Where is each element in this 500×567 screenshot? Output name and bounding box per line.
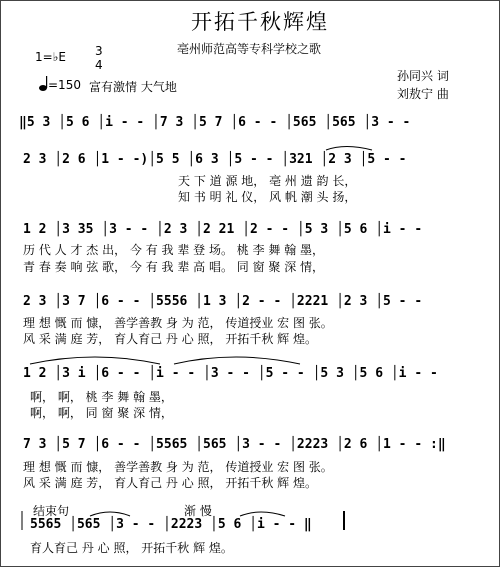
tempo-value: =150 — [48, 78, 81, 92]
time-signature-top: 3 — [95, 44, 103, 58]
lyric-line-4a: 理 想 慨 而 慷， 善学善教 身 为 范， 传道授业 宏 图 张。 — [23, 316, 333, 330]
expression-marking: 富有激情 大气地 — [89, 80, 177, 94]
lyric-line-7: 育人育己 丹 心 照， 开拓千秋 辉 煌。 — [30, 541, 233, 555]
ritardando-label: 渐 慢 — [184, 504, 212, 518]
lyric-line-5b: 啊， 啊， 同 窗 聚 深 情， — [30, 406, 173, 420]
lyric-line-4b: 风 采 满 庭 芳， 育人育己 丹 心 照， 开拓千秋 辉 煌。 — [23, 332, 317, 346]
lyric-line-5a: 啊， 啊， 桃 李 舞 翰 墨， — [30, 390, 173, 404]
key-signature: 1=♭E — [35, 50, 66, 64]
song-title: 开拓千秋辉煌 — [191, 10, 329, 34]
notation-line-1: ‖5 3 │5 6 │i - - │7 3 │5 7 │6 - - │565 │565 │3 - - — [19, 115, 411, 130]
lyric-line-2b: 知 书 明 礼 仪， 风 帆 潮 头 扬， — [178, 190, 357, 204]
lyric-line-3b: 青 春 奏 响 弦 歌， 今 有 我 辈 高 唱。 同 窗 聚 深 情， — [23, 260, 325, 274]
notation-line-5: 1 2 │3 i │6 - - │i - - │3 - - │5 - - │5 3 │5 6 │i - - — [23, 366, 438, 381]
ending-label: 结束句 — [33, 504, 70, 518]
notation-line-2: 2 3 │2 6 │1 - -)│5 5 │6 3 │5 - - │321 │2 3 │5 - - — [23, 152, 407, 167]
notation-line-3: 1 2 │3 35 │3 - - │2 3 │2 21 │2 - - │5 3 │5 6 │i - - — [23, 222, 423, 237]
composer-credit: 刘敖宁 曲 — [397, 87, 449, 101]
notation-line-4: 2 3 │3 7 │6 - - │5556 │1 3 │2 - - │2221 │2 3 │5 - - — [23, 294, 423, 309]
lyric-line-6a: 理 想 慨 而 慷， 善学善教 身 为 范， 传道授业 宏 图 张。 — [23, 460, 333, 474]
notation-line-6: 7 3 │5 7 │6 - - │5565 │565 │3 - - │2223 │2 6 │1 - - :‖ — [23, 437, 446, 452]
lyric-line-2a: 天 下 道 源 地， 亳 州 遗 韵 长， — [178, 174, 357, 188]
notation-line-7: 5565 │565 │3 - - │2223 │5 6 │i - - ‖ — [30, 517, 312, 532]
lyric-line-3a: 历 代 人 才 杰 出， 今 有 我 辈 登 场。 桃 李 舞 翰 墨， — [23, 243, 325, 257]
time-signature-bottom: 4 — [95, 58, 103, 72]
lyricist-credit: 孙同兴 词 — [397, 69, 449, 83]
song-subtitle: 亳州师范高等专科学校之歌 — [177, 42, 322, 56]
lyric-line-6b: 风 采 满 庭 芳， 育人育己 丹 心 照， 开拓千秋 辉 煌。 — [23, 476, 317, 490]
